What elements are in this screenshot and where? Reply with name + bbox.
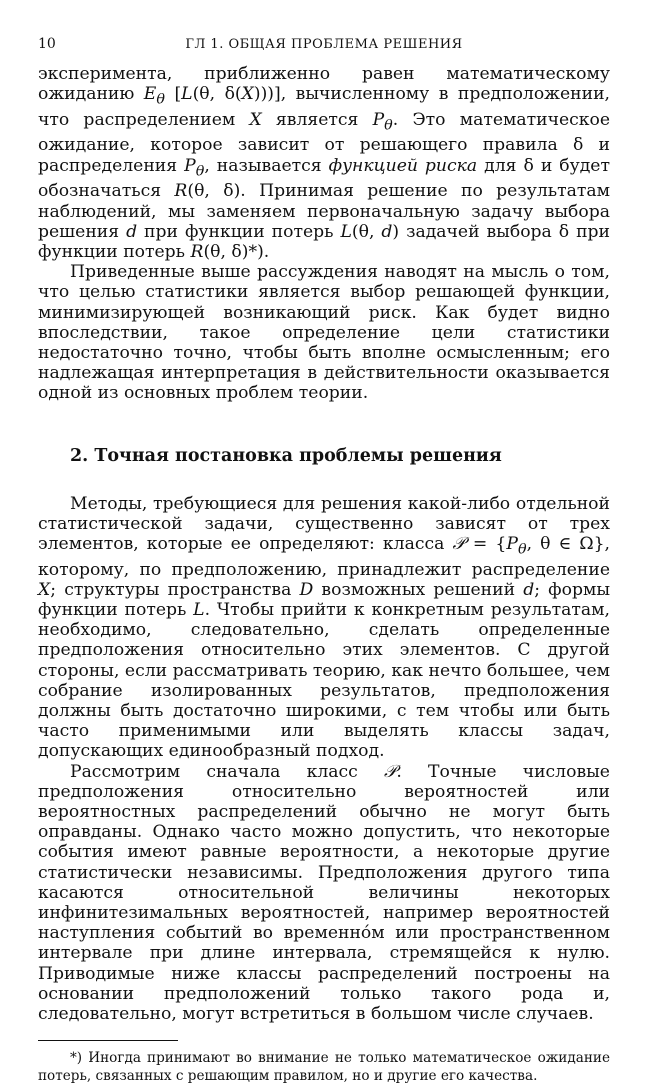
section-heading: 2. Точная постановка проблемы решения	[70, 445, 502, 466]
running-title: ГЛ 1. ОБЩАЯ ПРОБЛЕМА РЕШЕНИЯ	[185, 37, 463, 52]
page-number: 10	[38, 36, 56, 52]
running-header	[38, 36, 610, 64]
footnote-rule	[38, 1040, 178, 1041]
paragraph-2: Приведенные выше рассуждения наводят на мысль о том, что целью статистики является выбор решающей функции, минимизирующей возникающий риск. Как будет видно впоследствии, такое определение цели статистики недостаточно точно, чтобы быть вполне осмысленным; его надлежащая интерпретация в действительности оказывается одной из основных проблем теории.	[38, 262, 610, 404]
term-risk-function: функцией риска	[328, 155, 478, 176]
paragraph-1: эксперимента, приближенно равен математическому ожиданию $E_\theta$ [L(θ, δ(X)))], вычисленному в предположении, что распределением X является $P_\theta$. Это математическое ожидание, которое зависит от решающего правила δ и распределения $P_\theta$, называется функцией риска для δ и будет обозначаться R(θ, δ). Принимая решение по результатам наблюдений, мы заменяем первоначальную задачу выбора решения d при функции потерь L(θ, d) задачей выбора δ при функции потерь R(θ, δ)*).	[38, 64, 611, 262]
book-page	[38, 36, 610, 1085]
paragraph-4: Рассмотрим сначала класс 𝒫. Точные числовые предположения относительно вероятностей или вероятностных распределений обычно не могут быть оправданы. Однако часто можно допустить, что некоторые события имеют равные вероятности, а некоторые другие статистически независимы. Предположения другого типа касаются относительной величины некоторых инфинитезимальных вероятностей, например вероятностей наступления событий во временно́м или пространственном интервале при длине интервала, стремящейся к нулю. Приводимые ниже классы распределений построены на основании предположений только такого рода и, следовательно, могут встретиться в большом числе случаев.	[38, 761, 610, 1025]
footnote: *) Иногда принимают во внимание не только математическое ожидание потерь, связанных с решающим правилом, но и другие его качества.	[38, 1050, 610, 1085]
paragraph-3: Методы, требующиеся для решения какой-либо отдельной статистической задачи, существенно зависят от трех элементов, которые ее определяют: класса 𝒫 = {$P_\theta$, θ ∈ Ω}, которому, по предположению, принадлежит распределение X; структуры пространства D возможных решений d; формы функции потерь L. Чтобы прийти к конкретным результатам, необходимо, следовательно, сделать определенные предположения относительно этих элементов. С другой стороны, если рассматривать теорию, как нечто большее, чем собрание изолированных результатов, предположения должны быть достаточно широкими, с тем чтобы или быть часто применимыми или выделять классы задач, допускающих единообразный подход.	[38, 493, 611, 762]
